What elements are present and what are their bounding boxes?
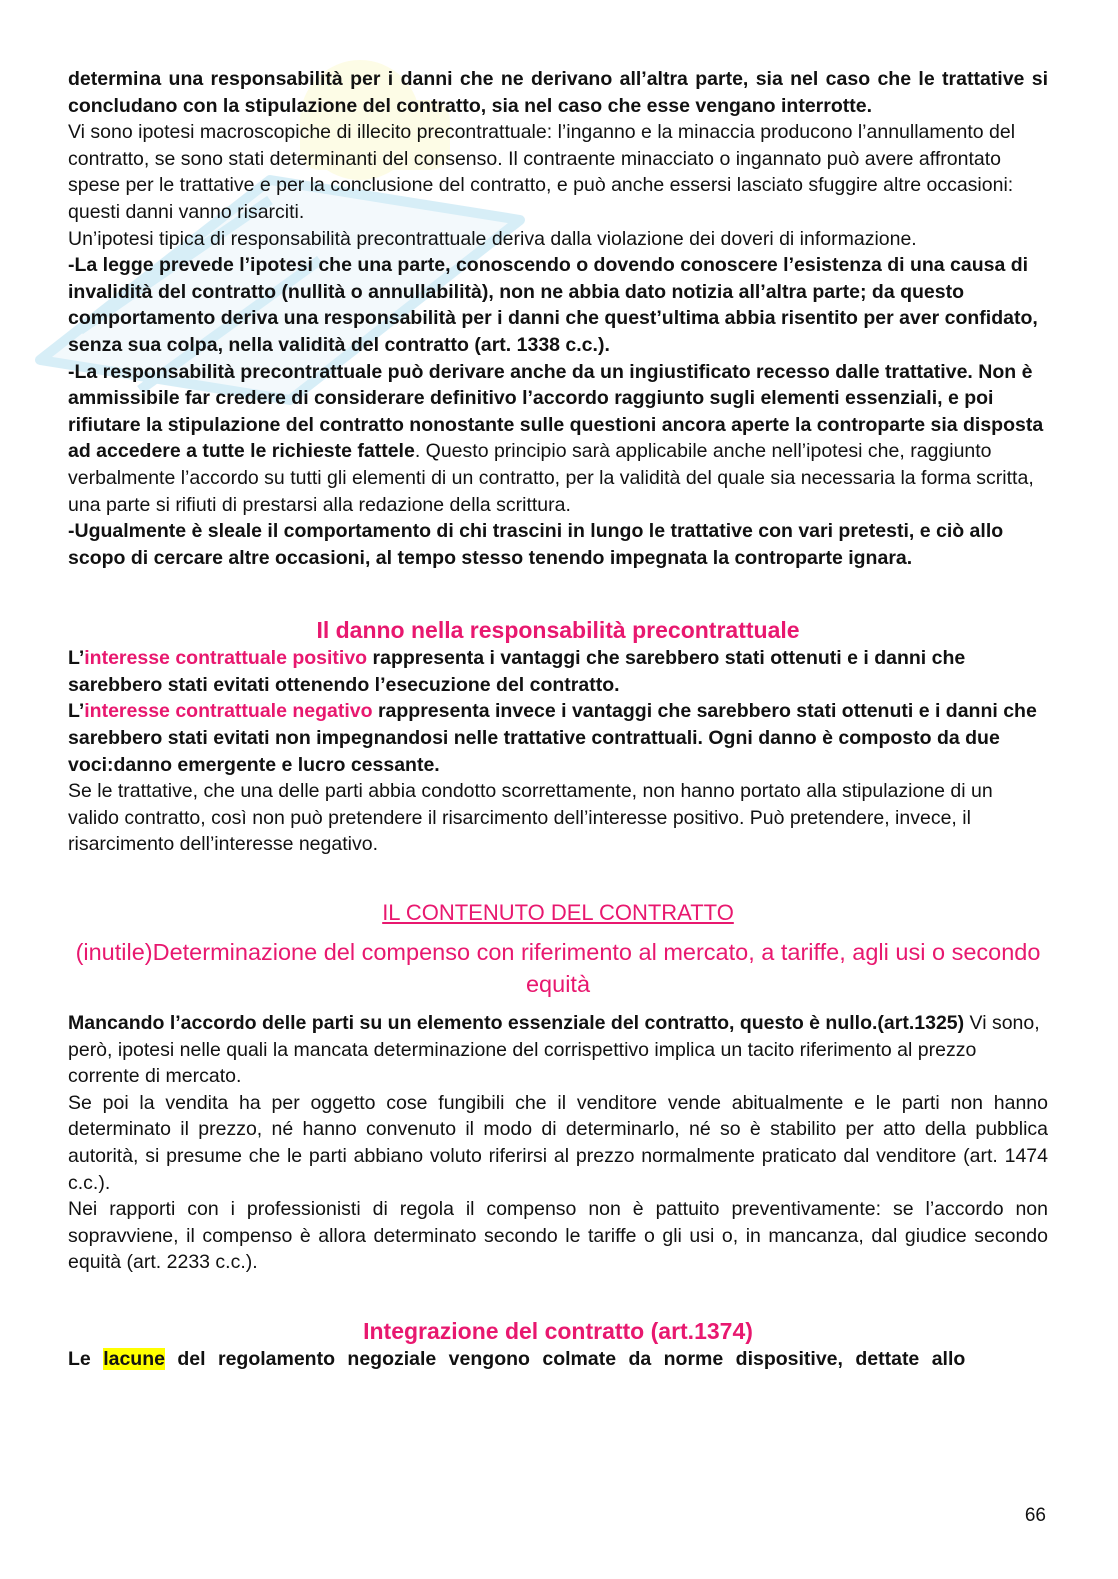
mancando-rest-text: Vi sono, però, ipotesi nelle quali la mancata determinazione del corrispettivo implica un tacito riferimento al prezzo corrente di mercato. — [68, 1012, 1040, 1088]
term-interesse-negativo: interesse contrattuale negativo — [84, 700, 373, 723]
lacune-prefix: Le — [68, 1347, 104, 1370]
subheading-determinazione-compenso: (inutile)Determinazione del compenso con riferimento al mercato, a tariffe, agli usi o secondo equità — [75, 939, 1041, 998]
lacune-rest: del regolamento negoziale vengono colmate da norme dispositive, dettate allo — [164, 1347, 966, 1370]
paragraph-trattative-scorrette: Se le trattative, che una delle parti abbia condotto scorrettamente, non hanno portato alla stipulazione di un valido contratto, così non può pretendere il risarcimento dell’interesse positivo. Può pretendere, invece, il risarcimento dell’interesse negativo. — [68, 780, 993, 856]
paragraph-tipica: Un’ipotesi tipica di responsabilità precontrattuale deriva dalla violazione dei doveri di informazione. — [68, 227, 917, 250]
negativo-prefix: L’ — [68, 700, 85, 723]
paragraph-sleale: -Ugualmente è sleale il comportamento di chi trascini in lungo le trattative con vari pretesti, e ciò allo scopo di cercare altre occasioni, al tempo stesso tenendo impegnata la controparte ignara. — [68, 520, 1004, 569]
paragraph-macroscopic: Vi sono ipotesi macroscopiche di illecito precontrattuale: l’inganno e la minaccia producono l’annullamento del contratto, se sono stati determinanti del consenso. Il contraente minacciato o ingannato può avere affrontato spese per le trattative e per la conclusione del contratto, e può anche essersi lasciato sfuggire altre occasioni: questi danni vanno risarciti. — [68, 121, 1016, 223]
paragraph-vendita-fungibili: Se poi la vendita ha per oggetto cose fungibili che il venditore vende abitualmente e le parti non hanno determinato il prezzo, né hanno convenuto il modo di determinarlo, né so è stabilito per atto della pubblica autorità, si presume che le parti abbiano voluto riferirsi al prezzo normalmente praticato dal venditore (art. 1474 c.c.). — [68, 1091, 1048, 1194]
highlight-lacune: lacune — [103, 1347, 165, 1370]
heading-danno-precontrattuale: Il danno nella responsabilità precontrattuale — [316, 617, 800, 644]
paragraph-mancando-accordo — [68, 1010, 1048, 1090]
page-number: 66 — [1024, 1505, 1046, 1526]
paragraph-lacune — [68, 1346, 1048, 1373]
paragraph-lead: determina una responsabilità per i danni che ne derivano all’altra parte, sia nel caso che le trattative si concludano con la stipulazione del contratto, sia nel caso che esse vengano interrotte. — [68, 68, 1048, 117]
positivo-prefix: L’ — [68, 647, 85, 670]
heading-contenuto-contratto: IL CONTENUTO DEL CONTRATTO — [382, 900, 734, 926]
paragraph-interesse-positivo — [68, 645, 1048, 698]
mancando-bold-text: Mancando l’accordo delle parti su un elemento essenziale del contratto, questo è nullo.(art.1325) — [68, 1012, 965, 1035]
negativo-rest: rappresenta invece i vantaggi che sarebbero stati ottenuti e i danni che sarebbero stati evitati non impegnandosi nelle trattative contrattuali. Ogni danno è composto da due voci:danno emergente e lucro cessante. — [68, 700, 1037, 776]
paragraph-recesso — [68, 359, 1048, 519]
recesso-rest-text: . Questo principio sarà applicabile anche nell’ipotesi che, raggiunto verbalmente l’accordo su tutti gli elementi di un contratto, per la validità del quale sia necessaria la forma scritta, una parte si rifiuti di prestarsi alla redazione della scrittura. — [68, 440, 1034, 516]
recesso-bold-text: -La responsabilità precontrattuale può derivare anche da un ingiustificato recesso dalle trattative. Non è ammissibile far credere di considerare definitivo l’accordo raggiunto sugli elementi essenziali, e poi rifiutare la stipulazione del contratto nonostante sulle questioni ancora aperte la controparte sia disposta ad accedere a tutte le richieste fattele — [68, 360, 1044, 463]
paragraph-interesse-negativo — [68, 698, 1048, 778]
positivo-rest: rappresenta i vantaggi che sarebbero stati ottenuti e i danni che sarebbero stati evitati ottenendo l’esecuzione del contratto. — [68, 647, 966, 696]
term-interesse-positivo: interesse contrattuale positivo — [84, 647, 368, 670]
heading-integrazione-contratto: Integrazione del contratto (art.1374) — [363, 1317, 753, 1344]
document-page — [68, 66, 1048, 1373]
paragraph-legge-1338: -La legge prevede l’ipotesi che una parte, conoscendo o dovendo conoscere l’esistenza di una causa di invalidità del contratto (nullità o annullabilità), non ne abbia dato notizia all’altra parte; da questo comportamento deriva una responsabilità per i danni che quest’ultima abbia risentito per aver confidato, senza sua colpa, nella validità del contratto (art. 1338 c.c.). — [68, 254, 1038, 356]
paragraph-professionisti: Nei rapporti con i professionisti di regola il compenso non è pattuito preventivamente: se l’accordo non sopravviene, il compenso è allora determinato secondo le tariffe o gli usi o, in mancanza, dal giudice secondo equità (art. 2233 c.c.). — [68, 1198, 1048, 1274]
